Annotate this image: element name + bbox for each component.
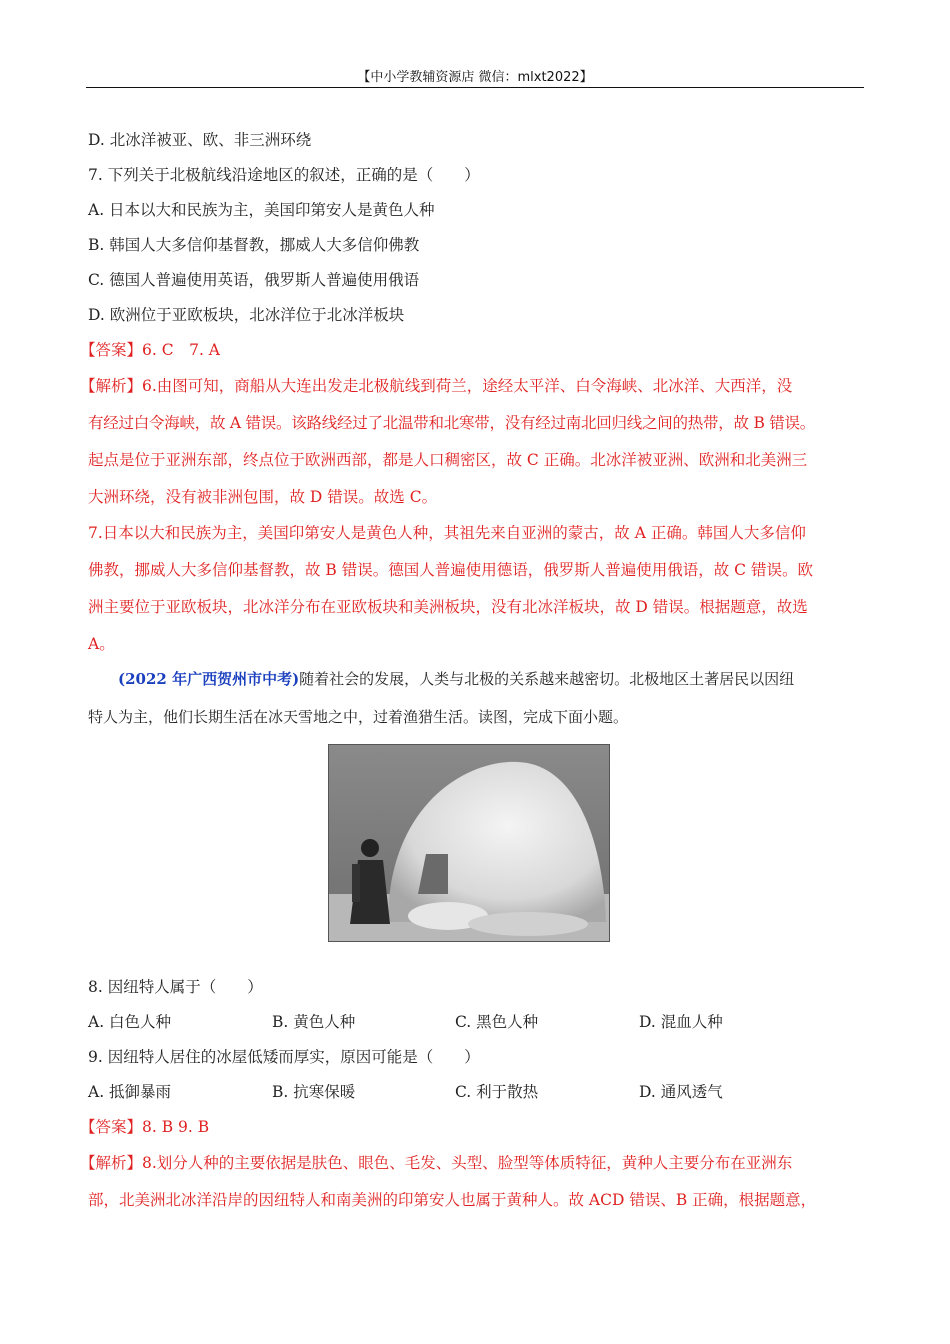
answer-block-1 [80, 338, 220, 360]
passage-line-1 [118, 668, 794, 689]
q6-option-d: D. 北冰洋被亚、欧、非三洲环绕 [88, 131, 312, 149]
q7-option-c: C. 德国人普遍使用英语，俄罗斯人普遍使用俄语 [88, 271, 420, 289]
q8-option-a: A. 白色人种 [88, 1013, 172, 1031]
q7-option-b: B. 韩国人大多信仰基督教，挪威人大多信仰佛教 [88, 236, 420, 254]
q9-option-b: B. 抗寒保暖 [272, 1083, 356, 1101]
answer-text: 6. C 7. A [142, 341, 221, 359]
passage-source: (2022 年广西贺州市中考) [118, 670, 300, 688]
analysis-text: 6.由图可知，商船从大连出发走北极航线到荷兰，途经太平洋、白令海峡、北冰洋、大西洋，没 [142, 377, 793, 395]
igloo-photo [328, 744, 610, 942]
answer-label: 【答案】 [80, 341, 143, 359]
q9-option-c: C. 利于散热 [455, 1083, 539, 1101]
answer-text: 8. B 9. B [142, 1118, 210, 1136]
passage-line-2: 特人为主，他们长期生活在冰天雪地之中，过着渔猎生活。读图，完成下面小题。 [88, 708, 629, 726]
answer-block-2 [80, 1115, 209, 1137]
header-divider [86, 87, 864, 88]
analysis-line: 有经过白令海峡，故 A 错误。该路线经过了北温带和北寒带，没有经过南北回归线之间的热带，故 B 错误。 [88, 414, 816, 432]
q7-stem: 7. 下列关于北极航线沿途地区的叙述，正确的是（ ） [88, 166, 480, 184]
analysis-line: 洲主要位于亚欧板块，北冰洋分布在亚欧板块和美洲板块，没有北冰洋板块，故 D 错误。根据题意，故选 [88, 598, 808, 616]
q8-option-c: C. 黑色人种 [455, 1013, 539, 1031]
analysis-line: 佛教，挪威人大多信仰基督教，故 B 错误。德国人普遍使用德语，俄罗斯人普遍使用俄语，故 C 错误。欧 [88, 561, 813, 579]
analysis-line: 大洲环绕，没有被非洲包围，故 D 错误。故选 C。 [88, 488, 438, 506]
analysis-line: 7.日本以大和民族为主，美国印第安人是黄色人种，其祖先来自亚洲的蒙古，故 A 正确。韩国人大多信仰 [88, 524, 806, 542]
q8-option-d: D. 混血人种 [639, 1013, 723, 1031]
igloo-illustration [328, 744, 610, 942]
analysis-line [80, 1151, 792, 1173]
q7-option-d: D. 欧洲位于亚欧板块，北冰洋位于北冰洋板块 [88, 306, 405, 324]
q9-stem: 9. 因纽特人居住的冰屋低矮而厚实，原因可能是（ ） [88, 1048, 480, 1066]
q7-option-a: A. 日本以大和民族为主，美国印第安人是黄色人种 [88, 201, 435, 219]
q8-stem: 8. 因纽特人属于（ ） [88, 978, 263, 996]
page-header: 【中小学教辅资源店 微信：mlxt2022】 [357, 70, 593, 85]
analysis-line: 起点是位于亚洲东部，终点位于欧洲西部，都是人口稠密区，故 C 正确。北冰洋被亚洲、欧洲和北美洲三 [88, 451, 808, 469]
q9-option-a: A. 抵御暴雨 [88, 1083, 172, 1101]
analysis-label: 【解析】 [80, 377, 143, 395]
answer-label: 【答案】 [80, 1118, 143, 1136]
passage-text: 随着社会的发展，人类与北极的关系越来越密切。北极地区土著居民以因纽 [299, 670, 795, 688]
analysis-line [80, 374, 792, 396]
q8-option-b: B. 黄色人种 [272, 1013, 356, 1031]
analysis-text: 8.划分人种的主要依据是肤色、眼色、毛发、头型、脸型等体质特征，黄种人主要分布在亚洲东 [142, 1154, 793, 1172]
analysis-line: A。 [88, 635, 115, 653]
q9-option-d: D. 通风透气 [639, 1083, 723, 1101]
analysis-label: 【解析】 [80, 1154, 143, 1172]
analysis-line: 部，北美洲北冰洋沿岸的因纽特人和南美洲的印第安人也属于黄种人。故 ACD 错误、B 正确，根据题意， [88, 1191, 817, 1209]
